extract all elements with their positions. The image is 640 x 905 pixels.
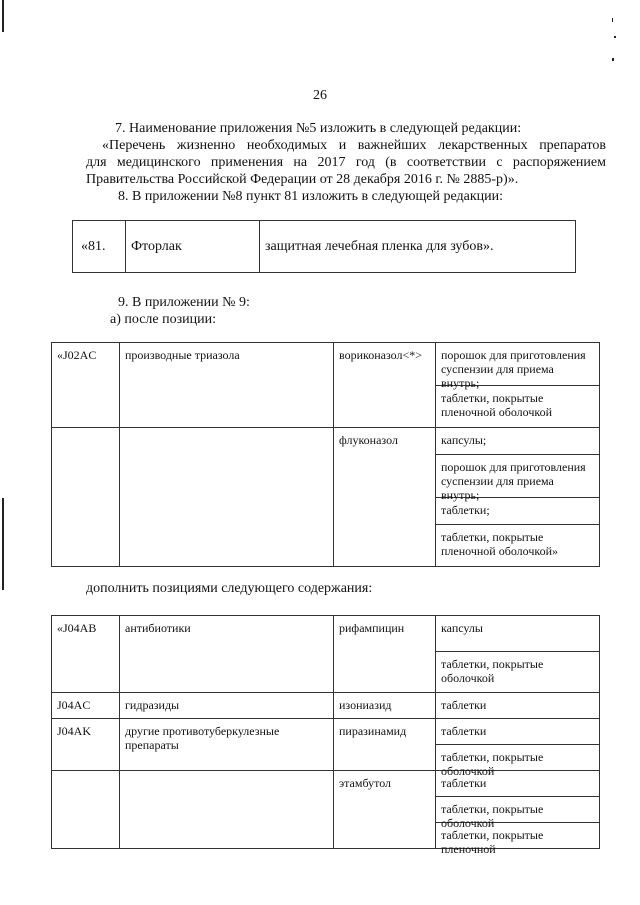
atc-code: «J04AB bbox=[52, 616, 120, 693]
table-after-position bbox=[51, 342, 600, 567]
dosage-form: порошок для приготовления суспензии для приема внутрь; bbox=[441, 348, 586, 390]
atc-group-empty bbox=[120, 428, 334, 567]
paragraph-9a: а) после позиции: bbox=[110, 312, 217, 327]
paragraph-7-line2: «Перечень жизненно необходимых и важнейших лекарственных препаратов bbox=[102, 138, 606, 153]
dosage-forms bbox=[436, 719, 600, 778]
dosage-forms bbox=[436, 343, 600, 428]
dosage-form: порошок для приготовления суспензии для приема внутрь; bbox=[436, 454, 599, 497]
dosage-form: таблетки; bbox=[436, 497, 599, 524]
dosage-form: капсулы bbox=[441, 621, 483, 635]
table-row bbox=[52, 428, 600, 567]
paragraph-7-line3: для медицинского применения на 2017 год (в соответствии с распоряжением bbox=[86, 155, 606, 170]
scan-mark-right-dot bbox=[614, 36, 616, 38]
paragraph-add-positions: дополнить позициями следующего содержания: bbox=[86, 581, 373, 596]
drug-name: изониазид bbox=[334, 693, 436, 719]
drug-name: вориконазол<*> bbox=[334, 343, 436, 428]
atc-group-empty bbox=[120, 771, 334, 849]
table-item-81 bbox=[72, 220, 576, 273]
dosage-forms bbox=[436, 428, 600, 567]
scan-mark-left-top bbox=[2, 0, 4, 32]
table-row bbox=[52, 771, 600, 849]
dosage-forms bbox=[436, 771, 600, 856]
table-row bbox=[52, 343, 600, 428]
atc-code: J04AC bbox=[52, 693, 120, 719]
dosage-form: таблетки, покрытые оболочкой bbox=[436, 651, 599, 692]
drug-name: рифампицин bbox=[334, 616, 436, 693]
dosage-form: таблетки, покрытые оболочкой bbox=[436, 744, 599, 770]
drug-name: пиразинамид bbox=[334, 719, 436, 771]
table-row bbox=[52, 719, 600, 771]
table-row bbox=[73, 221, 576, 273]
atc-group: другие противотуберкулезные препараты bbox=[120, 719, 334, 771]
paragraph-7-line4: Правительства Российской Федерации от 28 декабря 2016 г. № 2885-р)». bbox=[86, 172, 519, 187]
dosage-form: таблетки bbox=[436, 693, 600, 719]
drug-name: флуконазол bbox=[334, 428, 436, 567]
atc-group: гидразиды bbox=[120, 693, 334, 719]
page-number: 26 bbox=[313, 88, 327, 103]
table-added-positions bbox=[51, 615, 600, 856]
atc-code: «J02AC bbox=[52, 343, 120, 428]
scan-mark-right-top bbox=[612, 18, 613, 22]
atc-group: производные триазола bbox=[120, 343, 334, 428]
dosage-form: таблетки bbox=[441, 724, 487, 738]
item-description: защитная лечебная пленка для зубов». bbox=[260, 221, 576, 273]
table-row bbox=[52, 693, 600, 719]
paragraph-9: 9. В приложении № 9: bbox=[118, 295, 250, 310]
dosage-form: таблетки bbox=[441, 776, 487, 790]
dosage-form: таблетки, покрытые оболочкой bbox=[436, 796, 599, 822]
dosage-forms bbox=[436, 616, 600, 693]
atc-group: антибиотики bbox=[120, 616, 334, 693]
atc-code-empty bbox=[52, 428, 120, 567]
atc-code-empty bbox=[52, 771, 120, 849]
dosage-form: таблетки, покрытые пленочной оболочкой» bbox=[436, 524, 599, 566]
paragraph-8: 8. В приложении №8 пункт 81 изложить в следующей редакции: bbox=[118, 189, 503, 204]
table-row bbox=[52, 616, 600, 693]
dosage-form: таблетки, покрытые пленочной оболочкой bbox=[436, 385, 599, 427]
drug-name: этамбутол bbox=[334, 771, 436, 849]
item-number: «81. bbox=[73, 221, 126, 273]
item-name: Фторлак bbox=[126, 221, 260, 273]
dosage-form: таблетки, покрытые пленочной bbox=[436, 822, 599, 848]
scan-mark-right-dot2 bbox=[612, 58, 614, 61]
paragraph-7-heading: 7. Наименование приложения №5 изложить в следующей редакции: bbox=[115, 121, 522, 136]
scan-mark-left-mid bbox=[2, 498, 4, 590]
atc-code: J04AK bbox=[52, 719, 120, 771]
dosage-form: капсулы; bbox=[441, 433, 487, 447]
